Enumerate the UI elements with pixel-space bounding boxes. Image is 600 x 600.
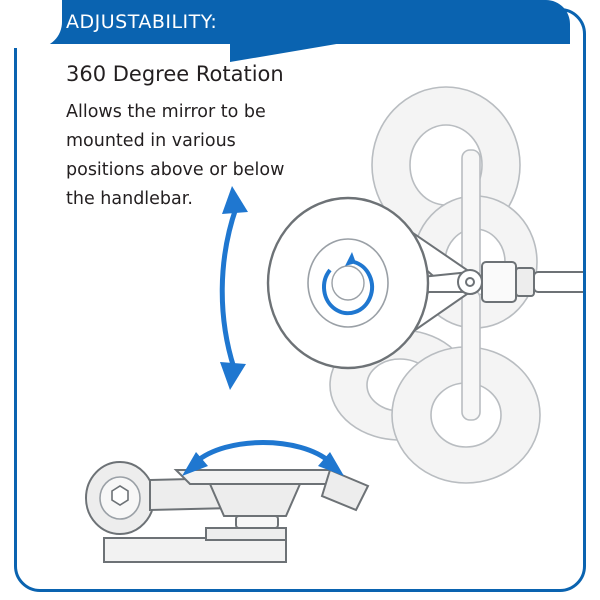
side-view-mount-inset <box>86 462 368 562</box>
header-banner <box>40 0 570 44</box>
mirror-head <box>268 198 428 368</box>
section-headline: 360 Degree Rotation <box>66 62 284 86</box>
header-title: ADJUSTABILITY: <box>66 11 218 33</box>
section-body-text: Allows the mirror to be mounted in various positions above or below the handlebar. <box>66 102 285 209</box>
vertical-swing-arrow <box>222 208 236 368</box>
tilt-arc-arrow <box>196 443 330 463</box>
